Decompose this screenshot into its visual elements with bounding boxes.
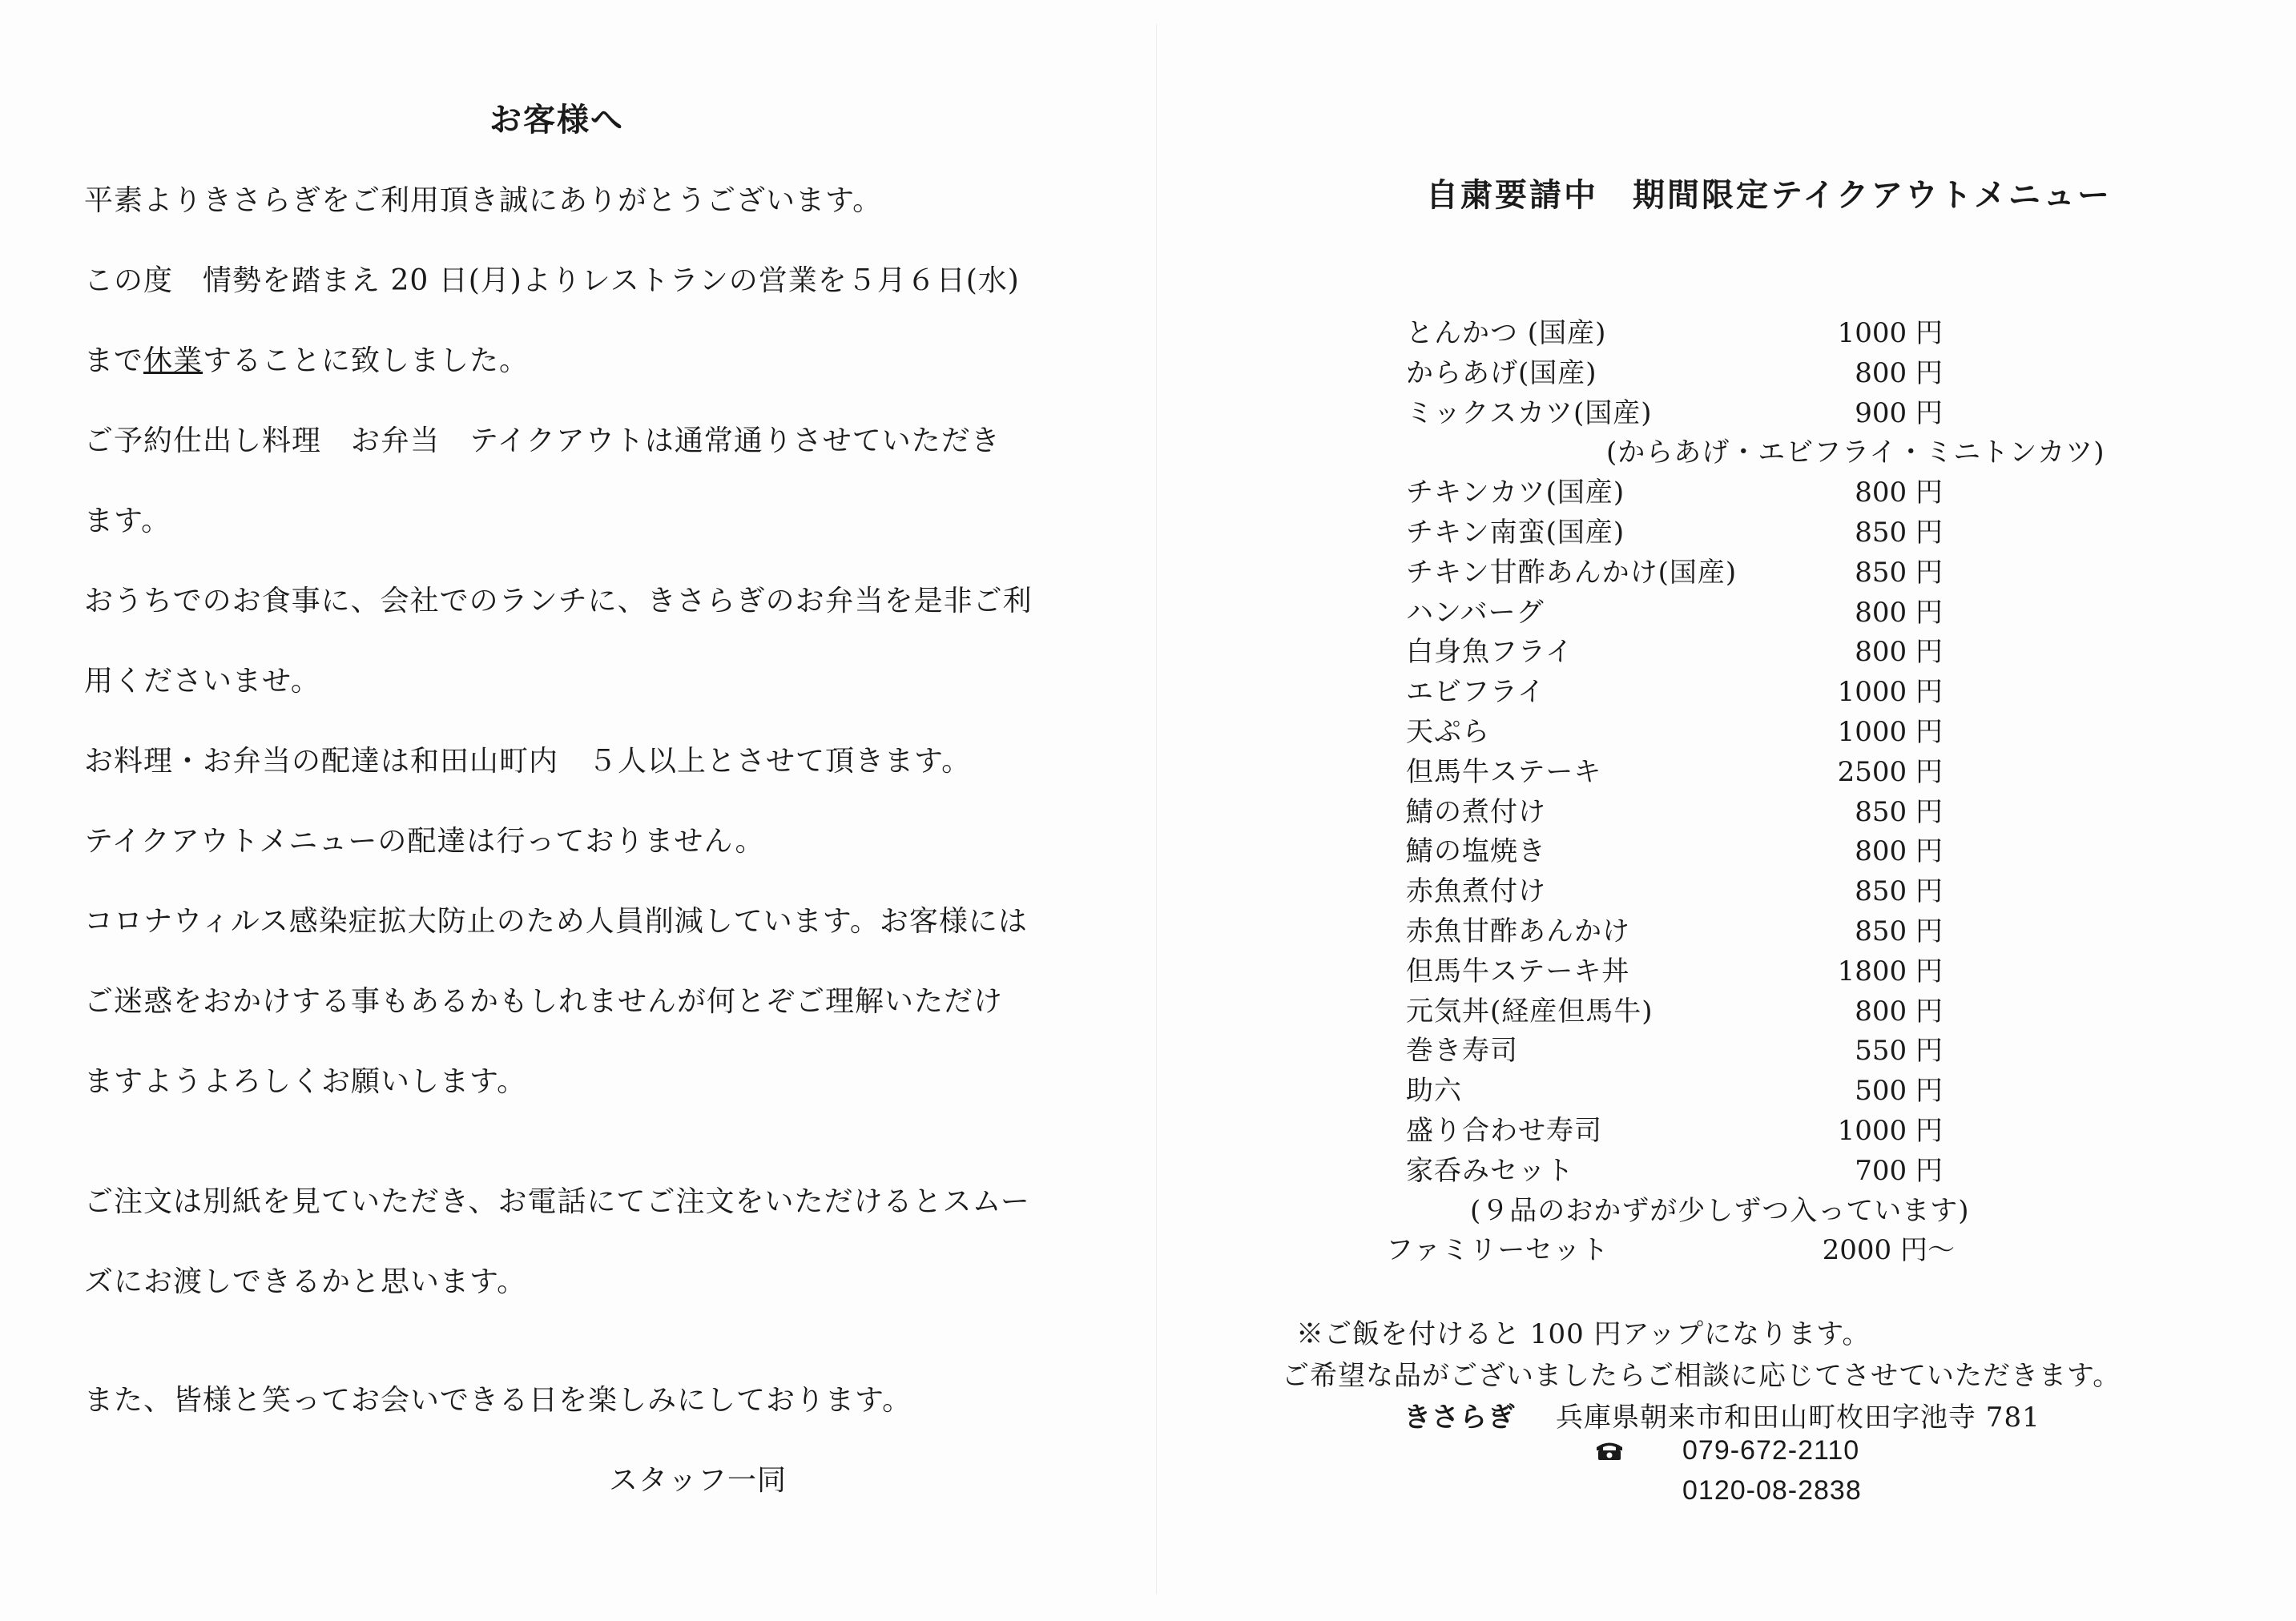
notice-line-11: ご迷惑をおかけする事もあるかもしれませんが何とぞご理解いただけ (84, 985, 1004, 1018)
menu-item (1406, 553, 2079, 593)
menu-item-name: 白身魚フライ (1406, 636, 1573, 669)
menu-item-name: 赤魚甘酢あんかけ (1406, 915, 1630, 947)
notice-line-2: この度 情勢を踏まえ 20 日(月)よりレストランの営業を５月６日(水) (84, 264, 1020, 297)
phone-number-2[interactable]: 0120-08-2838 (1682, 1475, 1862, 1506)
menu-item-name: 鯖の煮付け (1406, 795, 1546, 828)
menu-item (1406, 872, 2079, 912)
menu-item (1406, 394, 2079, 434)
menu-item-name: ファミリーセット (1386, 1234, 1609, 1267)
menu-item (1406, 314, 2079, 354)
menu-item-name: 赤魚煮付け (1406, 875, 1546, 908)
menu-item-name: チキン甘酢あんかけ(国産) (1406, 556, 1738, 589)
notice-line-14: ズにお渡しできるかと思います。 (84, 1265, 527, 1298)
menu-item (1406, 513, 2079, 553)
menu-item-price: 850 円 (1855, 556, 1943, 589)
rice-addon-note: ※ご飯を付けると 100 円アップになります。 (1296, 1318, 1871, 1350)
menu-item (1386, 1231, 2079, 1271)
menu-item (1406, 793, 2079, 833)
notice-line-3 (84, 338, 1102, 379)
notice-line-12: ますようよろしくお願いします。 (84, 1065, 527, 1098)
menu-item-name: 巻き寿司 (1406, 1035, 1518, 1068)
staff-signature: スタッフ一同 (609, 1464, 787, 1497)
menu-item-name: 家呑みセット (1406, 1154, 1574, 1187)
notice-line-10: コロナウィルス感染症拡大防止のため人員削減しています。お客様には (84, 905, 1028, 938)
telephone-icon (1596, 1440, 1623, 1461)
menu-item-name: ハンバーグ (1406, 596, 1545, 629)
menu-item-price: 2000 円～ (1822, 1234, 1955, 1267)
menu-item-price: 800 円 (1855, 596, 1943, 629)
menu-item-name: とんかつ (国産) (1406, 317, 1607, 349)
menu-item (1406, 1072, 2079, 1112)
shop-address: 兵庫県朝来市和田山町枚田字池寺 781 (1556, 1402, 2040, 1434)
shop-name: きさらぎ (1404, 1402, 1516, 1434)
menu-note-text: (９品のおかずが少しずつ入っています) (1470, 1194, 1970, 1227)
menu-item-name: 助六 (1406, 1075, 1462, 1108)
menu-item-price: 800 円 (1855, 636, 1943, 669)
consultation-note: ご希望な品がございましたらご相談に応じてさせていただきます。 (1282, 1360, 2121, 1392)
menu-item-name: 但馬牛ステーキ (1406, 755, 1602, 788)
menu-item (1406, 1152, 2079, 1192)
menu-item-name: エビフライ (1406, 676, 1545, 709)
menu-item (1406, 1112, 2079, 1152)
menu-item-price: 800 円 (1855, 995, 1943, 1028)
menu-item-note (1406, 433, 2105, 473)
closure-underlined-word: 休業 (143, 344, 203, 377)
menu-item-name: 元気丼(経産但馬牛) (1406, 995, 1654, 1028)
notice-line-1: 平素よりきさらぎをご利用頂き誠にありがとうございます。 (84, 184, 883, 217)
menu-item (1406, 992, 2079, 1032)
menu-item-price: 1000 円 (1837, 715, 1943, 748)
center-fold-line (1156, 24, 1157, 1594)
menu-item (1406, 593, 2079, 634)
menu-item-name: 但馬牛ステーキ丼 (1406, 955, 1630, 987)
menu-item-price: 2500 円 (1837, 755, 1943, 788)
menu-item (1406, 753, 2079, 793)
menu-item-price: 1000 円 (1837, 1114, 1943, 1147)
phone-number-1[interactable]: 079-672-2110 (1682, 1435, 1860, 1466)
menu-item (1406, 1032, 2079, 1072)
menu-item-name: 盛り合わせ寿司 (1406, 1114, 1602, 1147)
menu-item-price: 550 円 (1855, 1035, 1943, 1068)
menu-item-price: 850 円 (1855, 516, 1943, 549)
menu-item-name: チキンカツ(国産) (1406, 477, 1625, 509)
menu-item-price: 800 円 (1855, 835, 1943, 868)
takeout-menu-title: 自粛要請中 期間限定テイクアウトメニュー (1426, 176, 2112, 214)
notice-line-13: ご注文は別紙を見ていただき、お電話にてご注文をいただけるとスムー (84, 1185, 1030, 1218)
menu-item (1406, 673, 2079, 713)
menu-item (1406, 713, 2079, 753)
menu-item-price: 1000 円 (1837, 317, 1943, 349)
menu-item (1406, 952, 2079, 992)
notice-line-5: ます。 (84, 505, 171, 537)
menu-item-price: 800 円 (1855, 477, 1943, 509)
notice-line-3-post: することに致しました。 (203, 344, 530, 377)
greeting-title: お客様へ (489, 101, 624, 139)
menu-item-price: 1000 円 (1837, 676, 1943, 709)
menu-item-price: 700 円 (1855, 1154, 1943, 1187)
menu-item-price: 850 円 (1855, 795, 1943, 828)
menu-note-text: (からあげ・エビフライ・ミニトンカツ) (1606, 436, 2105, 469)
notice-line-6: おうちでのお食事に、会社でのランチに、きさらぎのお弁当を是非ご利 (84, 585, 1033, 617)
menu-item-price: 850 円 (1855, 915, 1943, 947)
takeout-menu-list (1386, 314, 2105, 1271)
menu-item-name: 鯖の塩焼き (1406, 835, 1546, 868)
menu-item (1406, 354, 2079, 394)
notice-line-7: 用くださいませ。 (84, 665, 320, 698)
menu-item (1406, 473, 2079, 513)
menu-item (1406, 633, 2079, 673)
menu-item (1406, 832, 2079, 872)
menu-item-price: 500 円 (1855, 1075, 1943, 1108)
notice-line-15: また、皆様と笑ってお会いできる日を楽しみにしております。 (84, 1384, 912, 1417)
menu-item-name: 天ぷら (1406, 715, 1490, 748)
menu-item-price: 900 円 (1855, 396, 1943, 429)
menu-item-price: 800 円 (1855, 356, 1943, 389)
notice-line-3-pre: まで (84, 344, 144, 377)
menu-item-name: ミックスカツ(国産) (1406, 396, 1653, 429)
menu-item-name: からあげ(国産) (1406, 356, 1597, 389)
menu-item (1406, 912, 2079, 952)
notice-line-4: ご予約仕出し料理 お弁当 テイクアウトは通常通りさせていただき (84, 424, 1001, 457)
menu-item-price: 1800 円 (1837, 955, 1943, 987)
notice-line-9: テイクアウトメニューの配達は行っておりません。 (84, 825, 765, 858)
menu-item-note (1406, 1192, 2079, 1232)
menu-item-price: 850 円 (1855, 875, 1943, 908)
notice-line-8: お料理・お弁当の配達は和田山町内 ５人以上とさせて頂きます。 (84, 745, 972, 778)
menu-item-name: チキン南蛮(国産) (1406, 516, 1625, 549)
